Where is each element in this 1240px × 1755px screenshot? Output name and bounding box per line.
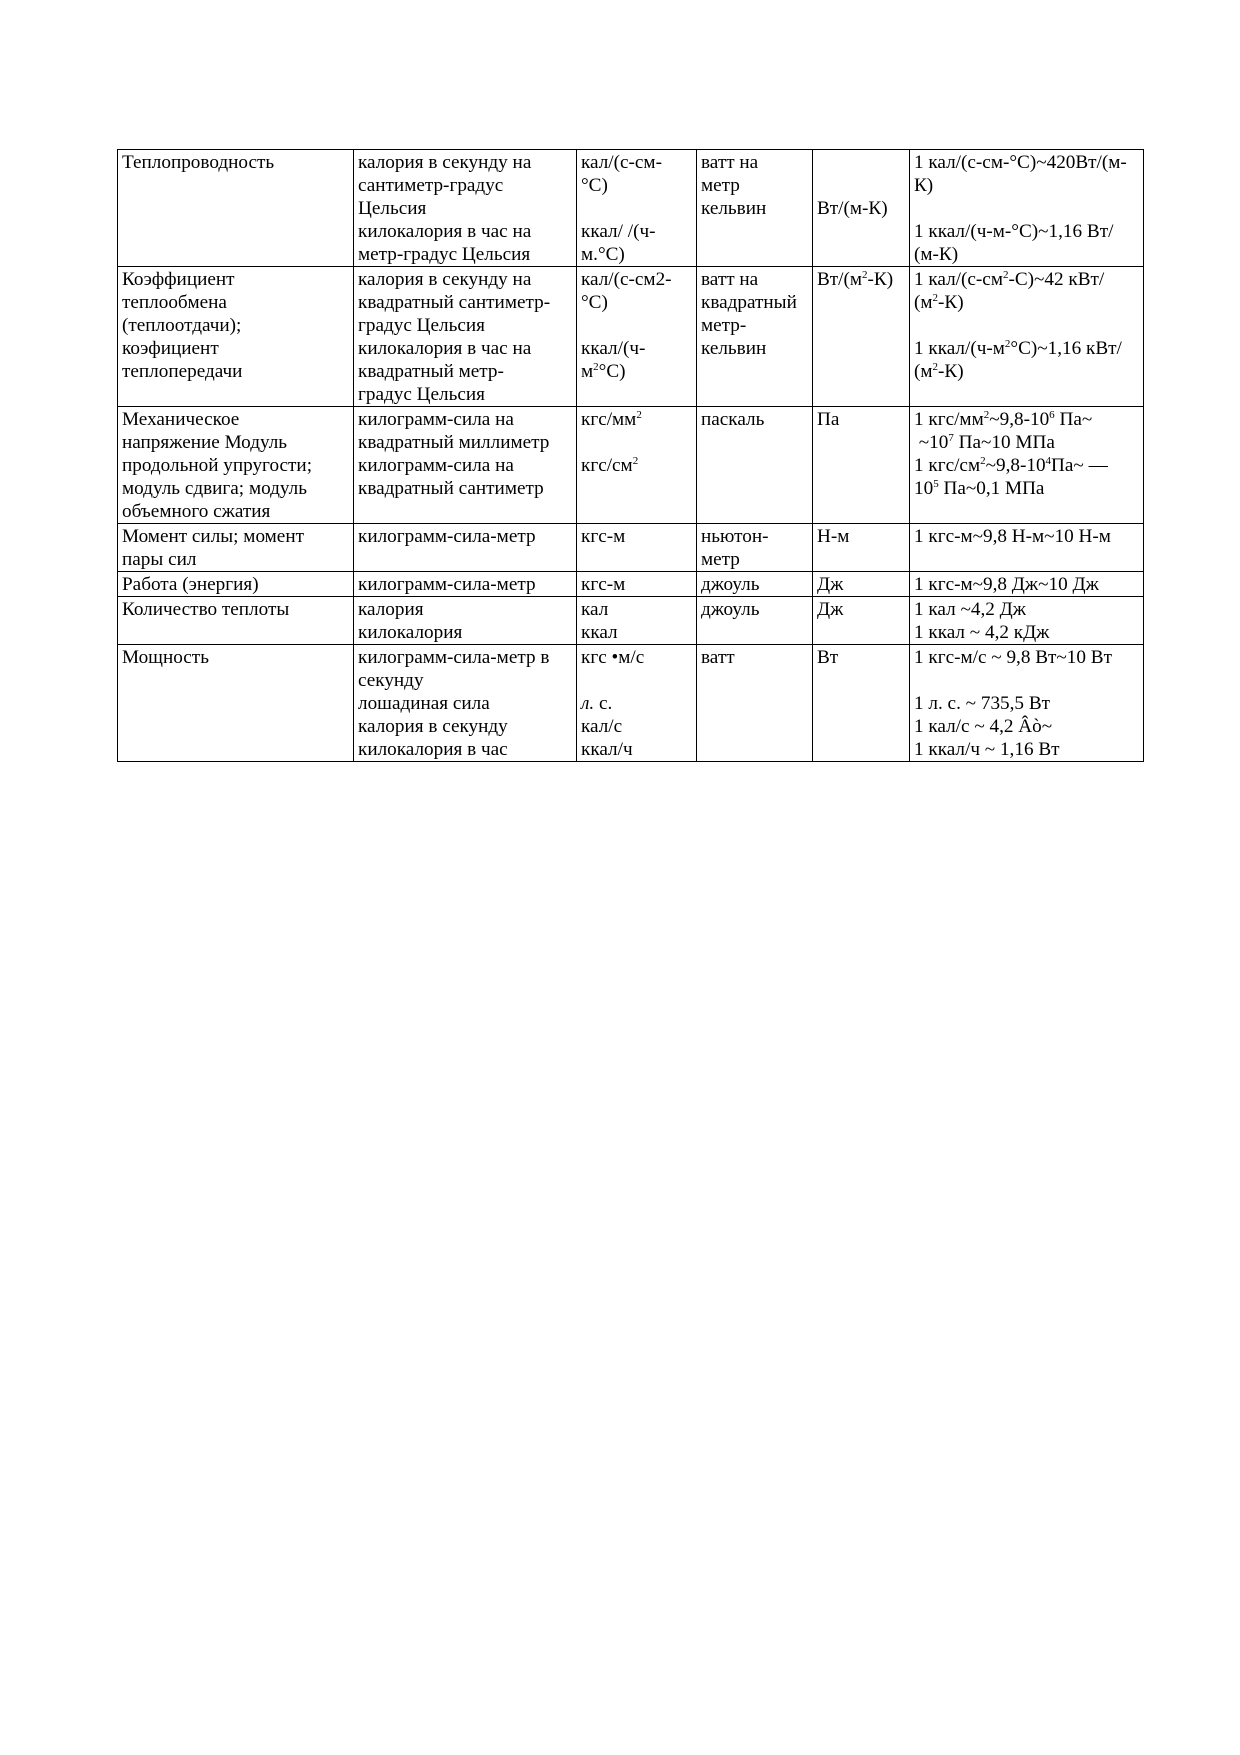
cell-line: 1 кгс-м~9,8 Дж~10 Дж [914,574,1099,595]
cell-line: джоуль [701,574,760,595]
cell-line: продольной упругости; [122,455,313,476]
table-row [118,524,1144,572]
cell-line: модуль сдвига; модуль [122,478,307,499]
quantity-cell [118,645,354,762]
cell-line: коэфициент [122,338,219,359]
relation-cell [910,267,1144,407]
relation-cell [910,597,1144,645]
cell-line: 1 кгс/$мм^2\sim 9,8-10^6$ Па~ [914,409,1093,430]
cell-line [914,314,1140,337]
si-unit-symbol-cell [813,572,910,597]
cell-line: Па [817,409,840,430]
quantity-cell [118,572,354,597]
cell-line: килограмм-сила на [358,409,514,430]
cell-line: $10^5$ Па~0,1 МПа [914,478,1045,499]
cell-line: секунду [358,670,424,691]
cell-line: килограмм-сила на [358,455,514,476]
old-unit-symbol-cell [577,150,697,267]
relation-cell [910,524,1144,572]
si-unit-symbol-cell [813,267,910,407]
cell-line: Вт [817,647,839,668]
cell-line: л. с. [581,693,613,714]
cell-line: Дж [817,574,844,595]
cell-line: $Вт/(м^2-К)$ [817,269,894,290]
cell-line: 1 кгс-м/с ~ 9,8 Вт~10 Вт [914,647,1112,668]
cell-line: градус Цельсия [358,384,485,405]
cell-line: кгс/$см^2$ [581,455,639,476]
cell-line [817,151,906,174]
cell-line: °С) [581,175,608,196]
table-row [118,597,1144,645]
old-unit-symbol-cell [577,267,697,407]
table-row [118,572,1144,597]
cell-line: напряжение Модуль [122,432,288,453]
cell-line: теплопередачи [122,361,243,382]
table-body [118,150,1144,762]
si-unit-symbol-cell [813,597,910,645]
quantity-cell [118,267,354,407]
old-unit-name-cell [354,645,577,762]
old-unit-name-cell [354,150,577,267]
cell-line: калория в секунду на [358,152,532,173]
cell-line: сантиметр-градус [358,175,504,196]
cell-line: метр- [701,315,747,336]
table-row [118,150,1144,267]
cell-line: килограмм-сила-метр в [358,647,550,668]
cell-line [581,314,693,337]
cell-line: кгс •м/с [581,647,645,668]
old-unit-symbol-cell [577,572,697,597]
old-unit-symbol-cell [577,407,697,524]
cell-line [914,197,1140,220]
si-unit-name-cell [697,267,813,407]
cell-line: килокалория в час на [358,221,532,242]
old-unit-symbol-cell [577,645,697,762]
cell-line: паскаль [701,409,765,430]
old-unit-symbol-cell [577,524,697,572]
cell-line: калория [358,599,424,620]
cell-line: Мощность [122,647,209,668]
cell-line: калория в секунду [358,716,508,737]
cell-line [581,669,693,692]
cell-line: Вт/(м-К) [817,198,888,219]
cell-line: Дж [817,599,844,620]
cell-line: 1 кал ~4,2 Дж [914,599,1026,620]
cell-line: метр-градус Цельсия [358,244,531,265]
cell-line: $(м^2-К)$ [914,292,964,313]
si-unit-name-cell [697,572,813,597]
table-row [118,645,1144,762]
cell-line: Момент силы; момент [122,526,304,547]
old-unit-name-cell [354,524,577,572]
cell-line: ккал/ /(ч- [581,221,656,242]
cell-line: 1 кгс-м~9,8 Н-м~10 Н-м [914,526,1111,547]
cell-line [581,197,693,220]
cell-line: кал [581,599,609,620]
cell-line: ккал/(ч- [581,338,646,359]
cell-line: квадратный метр- [358,361,504,382]
old-unit-symbol-cell [577,597,697,645]
quantity-cell [118,524,354,572]
cell-line: метр [701,549,740,570]
cell-line: Работа (энергия) [122,574,259,595]
cell-line: К) [914,175,934,196]
cell-line: квадратный [701,292,797,313]
si-unit-name-cell [697,407,813,524]
cell-line [817,174,906,197]
cell-line: Коэффициент [122,269,235,290]
cell-line: теплообмена [122,292,227,313]
cell-line [914,669,1140,692]
cell-line: 1 кгс/$см^2\sim 9,8-10^4Па\sim$ — [914,455,1108,476]
si-unit-symbol-cell [813,150,910,267]
cell-line: градус Цельсия [358,315,485,336]
si-unit-symbol-cell [813,407,910,524]
cell-line: 1 ккал/(ч-м-°С)~1,16 Вт/ [914,221,1114,242]
cell-line: ньютон- [701,526,769,547]
si-unit-name-cell [697,524,813,572]
units-conversion-table [117,149,1144,762]
old-unit-name-cell [354,267,577,407]
cell-line: ккал/ч [581,739,633,760]
si-unit-name-cell [697,597,813,645]
cell-line: килограмм-сила-метр [358,574,536,595]
cell-line: Механическое [122,409,240,430]
cell-line: пары сил [122,549,197,570]
table-row [118,267,1144,407]
si-unit-name-cell [697,645,813,762]
cell-line: (м-К) [914,244,959,265]
cell-line: квадратный сантиметр [358,478,544,499]
cell-line: Количество теплоты [122,599,290,620]
cell-line: кельвин [701,338,767,359]
cell-line: калория в секунду на [358,269,532,290]
cell-line: $м^2^\circ С$) [581,361,626,382]
cell-line: килокалория в час на [358,338,532,359]
cell-line: квадратный сантиметр- [358,292,551,313]
cell-line: кал/(с-см- [581,152,662,173]
si-unit-symbol-cell [813,645,910,762]
quantity-cell [118,150,354,267]
cell-line: кал/с [581,716,623,737]
cell-line: Теплопроводность [122,152,275,173]
cell-line: 1 ккал/$(ч-м^2^\circ С)\sim 1,16$ кВт/ [914,338,1122,359]
cell-line: кельвин [701,198,767,219]
cell-line: джоуль [701,599,760,620]
relation-cell [910,645,1144,762]
quantity-cell [118,407,354,524]
cell-line: килограмм-сила-метр [358,526,536,547]
old-unit-name-cell [354,572,577,597]
cell-line: кгс-м [581,526,626,547]
cell-line: 1 кал/(с-см-°С)~420Вт/(м- [914,152,1127,173]
table-row [118,407,1144,524]
quantity-cell [118,597,354,645]
relation-cell [910,150,1144,267]
cell-line: кгс-м [581,574,626,595]
cell-line: 1 кал/с ~ 4,2 Âò~ [914,716,1053,737]
cell-line: ккал [581,622,618,643]
cell-line: ватт на [701,269,759,290]
cell-line: м.°С) [581,244,625,265]
cell-line: Цельсия [358,198,427,219]
cell-line: ватт на [701,152,759,173]
cell-line: килокалория [358,622,463,643]
old-unit-name-cell [354,407,577,524]
cell-line: квадратный миллиметр [358,432,550,453]
cell-line: Н-м [817,526,850,547]
cell-line: килокалория в час [358,739,508,760]
old-unit-name-cell [354,597,577,645]
cell-line: 1 ккал/ч ~ 1,16 Вт [914,739,1060,760]
si-unit-name-cell [697,150,813,267]
cell-line [581,431,693,454]
cell-line: кгс/$мм^2$ [581,409,642,430]
document-page [117,149,1143,762]
cell-line: объемного сжатия [122,501,271,522]
cell-line: °С) [581,292,608,313]
relation-cell [910,407,1144,524]
cell-line: $\sim 10^7$ Па~10 МПа [914,432,1055,453]
cell-line: лошадиная сила [358,693,490,714]
relation-cell [910,572,1144,597]
cell-line: 1 кал/$(с-см^2-С)\sim 42$ кВт/ [914,269,1105,290]
cell-line: 1 л. с. ~ 735,5 Вт [914,693,1050,714]
cell-line: кал/(с-см2- [581,269,672,290]
cell-line: (теплоотдачи); [122,315,242,336]
cell-line: метр [701,175,740,196]
cell-line: $(м^2-К)$ [914,361,964,382]
cell-line: ватт [701,647,735,668]
si-unit-symbol-cell [813,524,910,572]
cell-line: 1 ккал ~ 4,2 кДж [914,622,1050,643]
